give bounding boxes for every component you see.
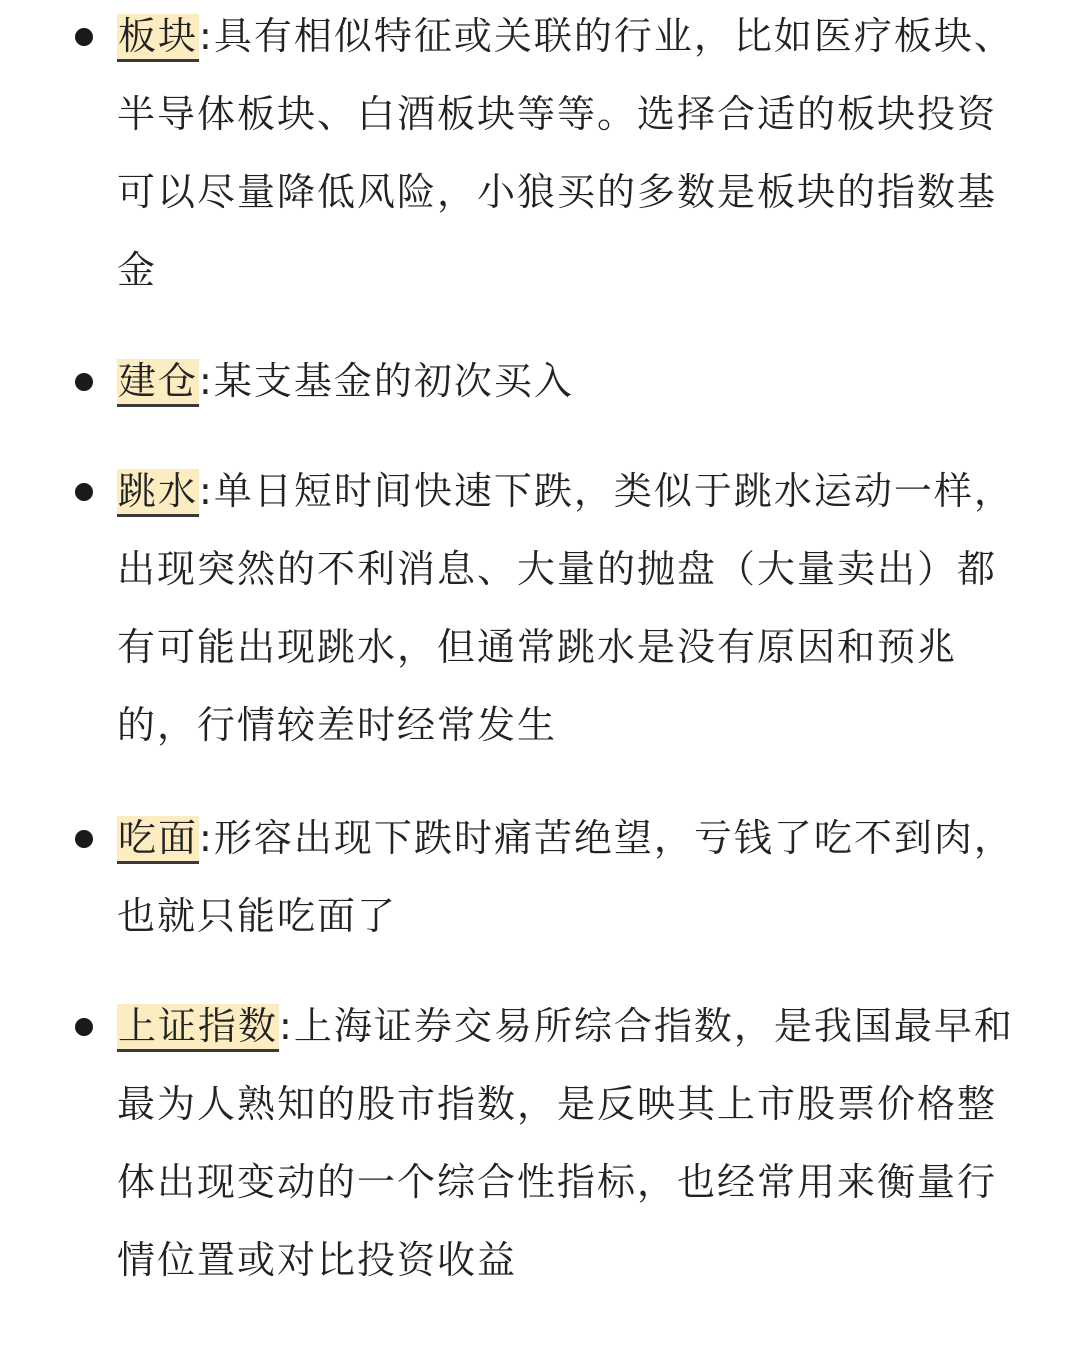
term-highlight: 吃面 (117, 816, 199, 864)
bullet-icon (75, 28, 93, 46)
definition-text: 单日短时间快速下跌，类似于跳水运动一样，出现突然的不利消息、大量的抛盘（大量卖出）都有可能出现跳水，但通常跳水是没有原因和预兆的，行情较差时经常发生 (117, 469, 1014, 747)
separator: : (199, 359, 214, 403)
term-highlight: 跳水 (117, 469, 199, 517)
bullet-icon (75, 373, 93, 391)
bullet-icon (75, 1018, 93, 1036)
term-highlight: 建仓 (117, 359, 199, 407)
separator: : (199, 816, 214, 860)
definition-text: 上海证券交易所综合指数，是我国最早和最为人熟知的股市指数，是反映其上市股票价格整体出现变动的一个综合性指标，也经常用来衡量行情位置或对比投资收益 (117, 1004, 1014, 1282)
definition-text: 形容出现下跌时痛苦绝望，亏钱了吃不到肉，也就只能吃面了 (117, 816, 1014, 938)
bullet-icon (75, 830, 93, 848)
separator: : (199, 469, 214, 513)
list-item-text (117, 799, 1017, 955)
term-highlight: 板块 (117, 14, 199, 62)
bullet-icon (75, 483, 93, 501)
definition-text: 具有相似特征或关联的行业，比如医疗板块、半导体板块、白酒板块等等。选择合适的板块投资可以尽量降低风险，小狼买的多数是板块的指数基金 (117, 14, 1014, 292)
definition-text: 某支基金的初次买入 (213, 359, 574, 403)
term-highlight: 上证指数 (117, 1004, 279, 1052)
list-item-text (117, 452, 1017, 764)
list-item-text (117, 0, 1017, 309)
list-item-text (117, 987, 1017, 1299)
list-item-text (117, 342, 1017, 420)
separator: : (279, 1004, 294, 1048)
separator: : (199, 14, 214, 58)
